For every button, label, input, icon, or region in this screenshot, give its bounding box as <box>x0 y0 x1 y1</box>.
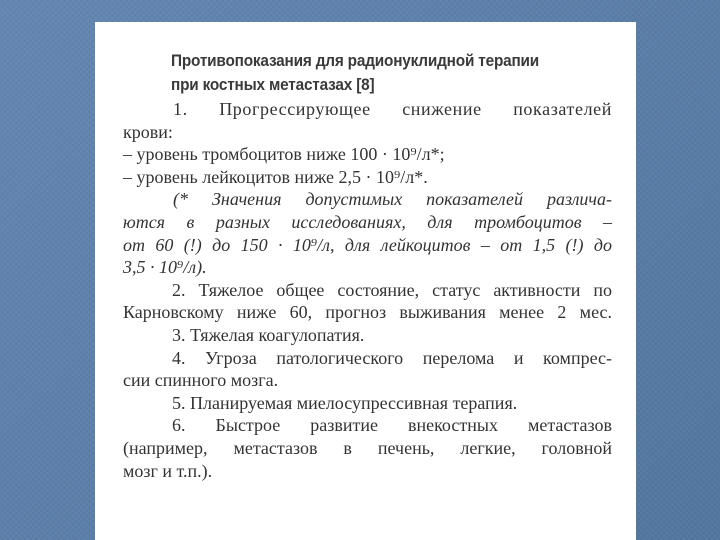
item-6-line-2: (например, метастазов в печень, легкие, головной <box>123 437 612 458</box>
item-2-line-2: Карновскому ниже 60, прогноз выживания менее 2 мес. <box>123 302 612 323</box>
item-4-line-2: сии спинного мозга. <box>123 370 279 391</box>
scanned-text-page <box>95 22 636 540</box>
heading-line-2: при костных метастазах [8] <box>171 76 375 94</box>
item-5-line: 5. Планируемая миелосупрессивная терапия. <box>172 392 518 413</box>
item-2-line-1: 2. Тяжелое общее состояние, статус активности по <box>172 279 612 300</box>
item-6-line-1: 6. Быстрое развитие внекостных метастазов <box>172 415 612 436</box>
platelet-line: – уровень тромбоцитов ниже 100 · 10⁹/л*; <box>123 144 445 165</box>
item-1-line-1: 1. Прогрессирующее снижение показателей <box>173 99 612 119</box>
item-1-line-2: крови: <box>123 121 173 142</box>
leukocyte-line: – уровень лейкоцитов ниже 2,5 · 10⁹/л*. <box>123 166 428 187</box>
item-6-line-3: мозг и т.п.). <box>123 460 213 481</box>
heading-line-1: Противопоказания для радионуклидной терапии <box>171 52 540 70</box>
note-line-3: от 60 (!) до 150 · 10⁹/л, для лейкоцитов – от 1,5 (!) до <box>123 234 612 255</box>
note-line-1: (* Значения допустимых показателей различа- <box>173 189 612 210</box>
note-line-4: 3,5 · 10⁹/л). <box>123 257 207 278</box>
item-3-line: 3. Тяжелая коагулопатия. <box>172 324 365 345</box>
note-line-2: ются в разных исследованиях, для тромбоцитов – <box>123 211 612 232</box>
item-4-line-1: 4. Угроза патологического перелома и компрес- <box>172 347 612 368</box>
